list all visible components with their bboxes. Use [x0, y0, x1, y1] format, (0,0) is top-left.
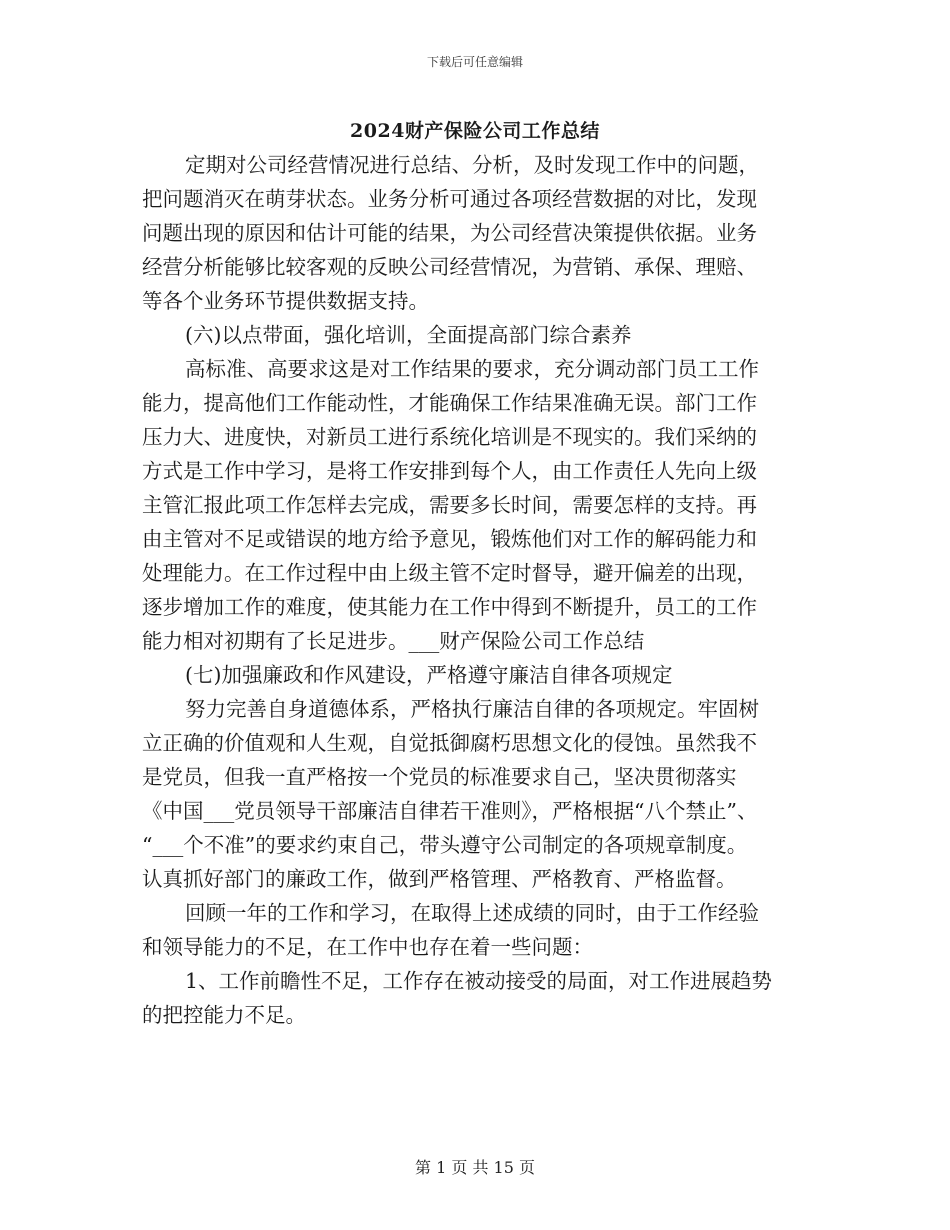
text-line: 压力大、进度快，对新员工进行系统化培训是不现实的。我们采纳的: [142, 425, 757, 449]
text-line: 立正确的价值观和人生观，自觉抵御腐朽思想文化的侵蚀。虽然我不: [142, 731, 757, 755]
text-line: 把问题消灭在萌芽状态。业务分析可通过各项经营数据的对比，发现: [142, 187, 757, 211]
text-line: 的把控能力不足。: [142, 1003, 306, 1027]
text-line: 由主管对不足或错误的地方给予意见，锻炼他们对工作的解码能力和: [142, 527, 757, 551]
text-line: 定期对公司经营情况进行总结、分析，及时发现工作中的问题，: [185, 153, 759, 177]
text-line: 是党员，但我一直严格按一个党员的标准要求自己，坚决贯彻落实: [142, 765, 737, 789]
text-line: 《中国___党员领导干部廉洁自律若干准则》，严格根据“八个禁止”、: [142, 799, 758, 823]
text-line: 方式是工作中学习，是将工作安排到每个人，由工作责任人先向上级: [142, 459, 757, 483]
text-line: “___个不准”的要求约束自己，带头遵守公司制定的各项规章制度。: [142, 833, 748, 857]
text-line: 1、工作前瞻性不足，工作存在被动接受的局面，对工作进展趋势: [185, 969, 773, 993]
header-note: 下载后可任意编辑: [426, 55, 523, 69]
text-line: (六)以点带面，强化培训，全面提高部门综合素养: [185, 323, 632, 347]
text-line: 回顾一年的工作和学习，在取得上述成绩的同时，由于工作经验: [185, 901, 759, 925]
text-line: (七)加强廉政和作风建设，严格遵守廉洁自律各项规定: [185, 663, 673, 687]
text-line: 高标准、高要求这是对工作结果的要求，充分调动部门员工工作: [185, 357, 759, 381]
text-line: 认真抓好部门的廉政工作，做到严格管理、严格教育、严格监督。: [142, 867, 737, 891]
document-title: 2024财产保险公司工作总结: [350, 120, 600, 142]
text-line: 经营分析能够比较客观的反映公司经营情况，为营销、承保、理赔、: [142, 255, 757, 279]
text-line: 问题出现的原因和估计可能的结果，为公司经营决策提供依据。业务: [142, 221, 757, 245]
text-line: 和领导能力的不足，在工作中也存在着一些问题：: [142, 935, 593, 959]
text-line: 主管汇报此项工作怎样去完成，需要多长时间，需要怎样的支持。再: [142, 493, 757, 517]
text-line: 能力，提高他们工作能动性，才能确保工作结果准确无误。部门工作: [142, 391, 757, 415]
page-number: 第 1 页 共 15 页: [415, 1158, 535, 1177]
text-line: 努力完善自身道德体系，严格执行廉洁自律的各项规定。牢固树: [185, 697, 759, 721]
document-body: [142, 148, 822, 1032]
text-line: 等各个业务环节提供数据支持。: [142, 289, 429, 313]
text-line: 逐步增加工作的难度，使其能力在工作中得到不断提升，员工的工作: [142, 595, 757, 619]
text-line: 处理能力。在工作过程中由上级主管不定时督导，避开偏差的出现，: [142, 561, 757, 585]
text-line: 能力相对初期有了长足进步。___财产保险公司工作总结: [142, 629, 645, 653]
